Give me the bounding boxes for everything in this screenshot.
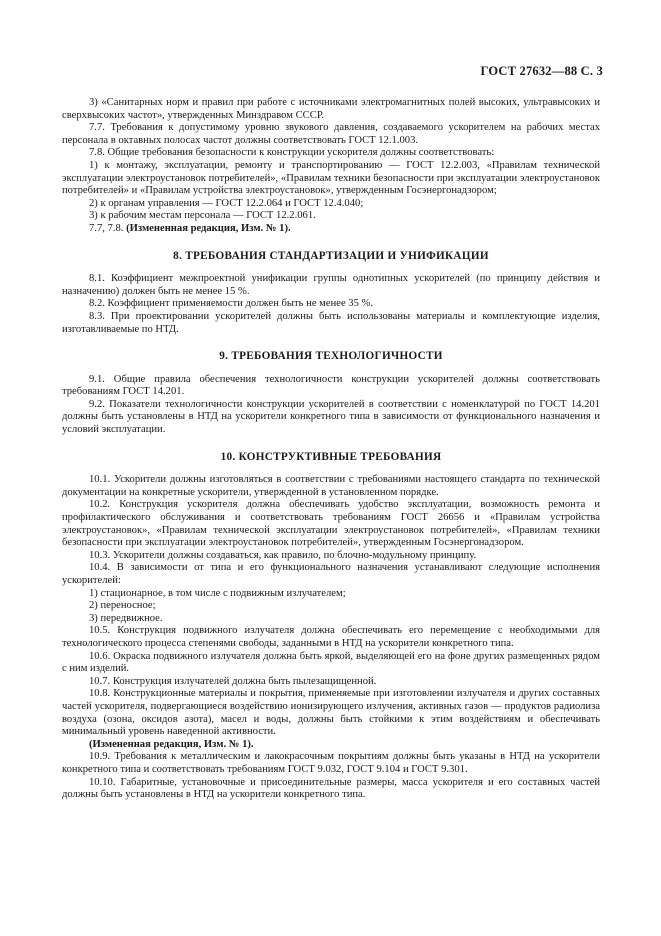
paragraph-10-8: 10.8. Конструкционные материалы и покрытия, применяемые при изготовлении излучателя и других составных частей ускорителя, подвергающиеся воздействию ионизирующего излучения, активных газов — продуктов радиолиза воздуха (озона, оксидов азота), масел и воды, должны быть стойкими к этим воздействиям и обеспечивать минимальный уровень наведенной активности.: [62, 688, 600, 738]
document-body: [62, 97, 600, 802]
paragraph-9-2: 9.2. Показатели технологичности конструкции ускорителей в соответствии с номенклатурой по ГОСТ 14.201 должны быть установлены в НТД на ускорители конкретного типа в зависимости от функционального назначения и условий эксплуатации.: [62, 398, 600, 436]
paragraph-10-2: 10.2. Конструкция ускорителя должна обеспечивать удобство эксплуатации, возможность ремонта и профилактического обслуживания и соответствовать требованиям ГОСТ 26656 и «Правилам устройства электроустановок», «Правилам технической эксплуатации электроустановок потребителей», «Правилам техники безопасности при эксплуатации электроустановок потребителей», утвержденным Госэнергонадзором.: [62, 499, 600, 549]
section-heading-9: 9. ТРЕБОВАНИЯ ТЕХНОЛОГИЧНОСТИ: [219, 350, 443, 363]
change-note: (Измененная редакция, Изм. № 1).: [126, 222, 291, 234]
paragraph-7-7: 7.7. Требования к допустимому уровню звукового давления, создаваемого ускорителем на рабочих местах персонала в октавных полосах частот должны соответствовать ГОСТ 12.1.003.: [62, 122, 600, 146]
change-prefix: 7.7, 7.8.: [89, 222, 124, 234]
paragraph-10-3: 10.3. Ускорители должны создаваться, как правило, по блочно-модульному принципу.: [89, 549, 477, 561]
paragraph-7-8-2: 2) к органам управления — ГОСТ 12.2.064 и ГОСТ 12.4.040;: [89, 197, 364, 209]
paragraph-7-8: 7.8. Общие требования безопасности к конструкции ускорителя должны соответствовать:: [89, 147, 495, 159]
paragraph-8-2: 8.2. Коэффициент применяемости должен быть не менее 35 %.: [89, 298, 374, 310]
paragraph-10-4-1: 1) стационарное, в том числе с подвижным излучателем;: [89, 587, 346, 599]
paragraph-7-change: [62, 223, 600, 236]
paragraph-10-change-note: (Измененная редакция, Изм. № 1).: [89, 738, 254, 750]
paragraph-7-8-1: 1) к монтажу, эксплуатации, ремонту и транспортированию — ГОСТ 12.2.003, «Правилам технической эксплуатации электроустановок потребителей», «Правилам техники безопасности при эксплуатации электроустановок потребителей» и «Правилам устройства электроустановок», утвержденным Госэнергонадзором;: [62, 159, 600, 197]
paragraph-9-1: 9.1. Общие правила обеспечения технологичности конструкции ускорителей должны соответствовать требованиям ГОСТ 14.201.: [62, 373, 600, 398]
paragraph-10-4: 10.4. В зависимости от типа и его функционального назначения устанавливают следующие исполнения ускорителей:: [62, 562, 600, 586]
paragraph-10-9: 10.9. Требования к металлическим и лакокрасочным покрытиям должны быть указаны в НТД на ускорители конкретного типа и соответствовать требованиям ГОСТ 9.032, ГОСТ 9.104 и ГОСТ 9.301.: [62, 751, 600, 775]
page-header: ГОСТ 27632—88 С. 3: [480, 64, 603, 78]
paragraph-8-3: 8.3. При проектировании ускорителей должны быть использованы материалы и комплектующие изделия, изготавливаемые по НТД.: [62, 310, 600, 335]
section-heading-8: 8. ТРЕБОВАНИЯ СТАНДАРТИЗАЦИИ И УНИФИКАЦИИ: [173, 249, 489, 262]
paragraph-8-1: 8.1. Коэффициент межпроектной унификации группы однотипных ускорителей (по принципу действия и назначению) должен быть не менее 15 %.: [62, 273, 600, 297]
section-heading-10: 10. КОНСТРУКТИВНЫЕ ТРЕБОВАНИЯ: [220, 450, 442, 463]
paragraph-10-6: 10.6. Окраска подвижного излучателя должна быть яркой, выделяющей его на фоне других размещенных рядом с ним изделий.: [62, 650, 600, 675]
paragraph-10-4-2: 2) переносное;: [89, 600, 156, 612]
paragraph-10-10: 10.10. Габаритные, установочные и присоединительные размеры, масса ускорителя и его составных частей должны быть установлены в НТД на ускорители конкретного типа.: [62, 776, 600, 801]
paragraph-7-8-3: 3) к рабочим местам персонала — ГОСТ 12.2.061.: [89, 210, 316, 222]
paragraph-10-5: 10.5. Конструкция подвижного излучателя должна обеспечивать его перемещение с необходимыми для технологического процесса степенями свободы, заданными в НТД на ускорители конкретного типа.: [62, 625, 600, 649]
paragraph-10-7: 10.7. Конструкция излучателей должна быть пылезащищенной.: [89, 675, 377, 687]
paragraph-7-6-3: 3) «Санитарных норм и правил при работе с источниками электромагнитных полей высоких, ультравысоких и сверхвысоких частот», утвержденных Минздравом СССР.: [62, 97, 600, 121]
paragraph-10-1: 10.1. Ускорители должны изготовляться в соответствии с требованиями настоящего стандарта по технической документации на конкретные ускорители, утвержденной в установленном порядке.: [62, 474, 600, 498]
paragraph-10-4-3: 3) передвижное.: [89, 612, 163, 624]
